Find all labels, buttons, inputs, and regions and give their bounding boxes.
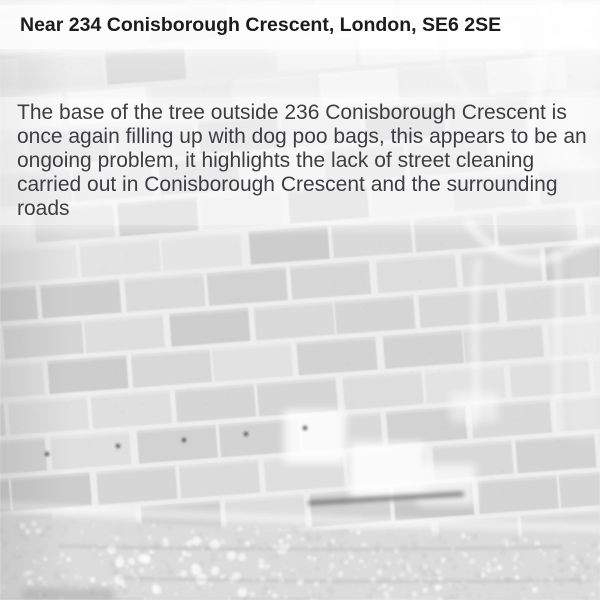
report-description: The base of the tree outside 236 Conisborough Crescent is once again filling up with dog poo bags, this appears to be an ongoing problem, it highlights the lack of street cleaning carried out in Conisborough Crescent and the surrounding roads — [17, 101, 587, 220]
location-title: Near 234 Conisborough Crescent, London, SE6 2SE — [20, 14, 502, 36]
